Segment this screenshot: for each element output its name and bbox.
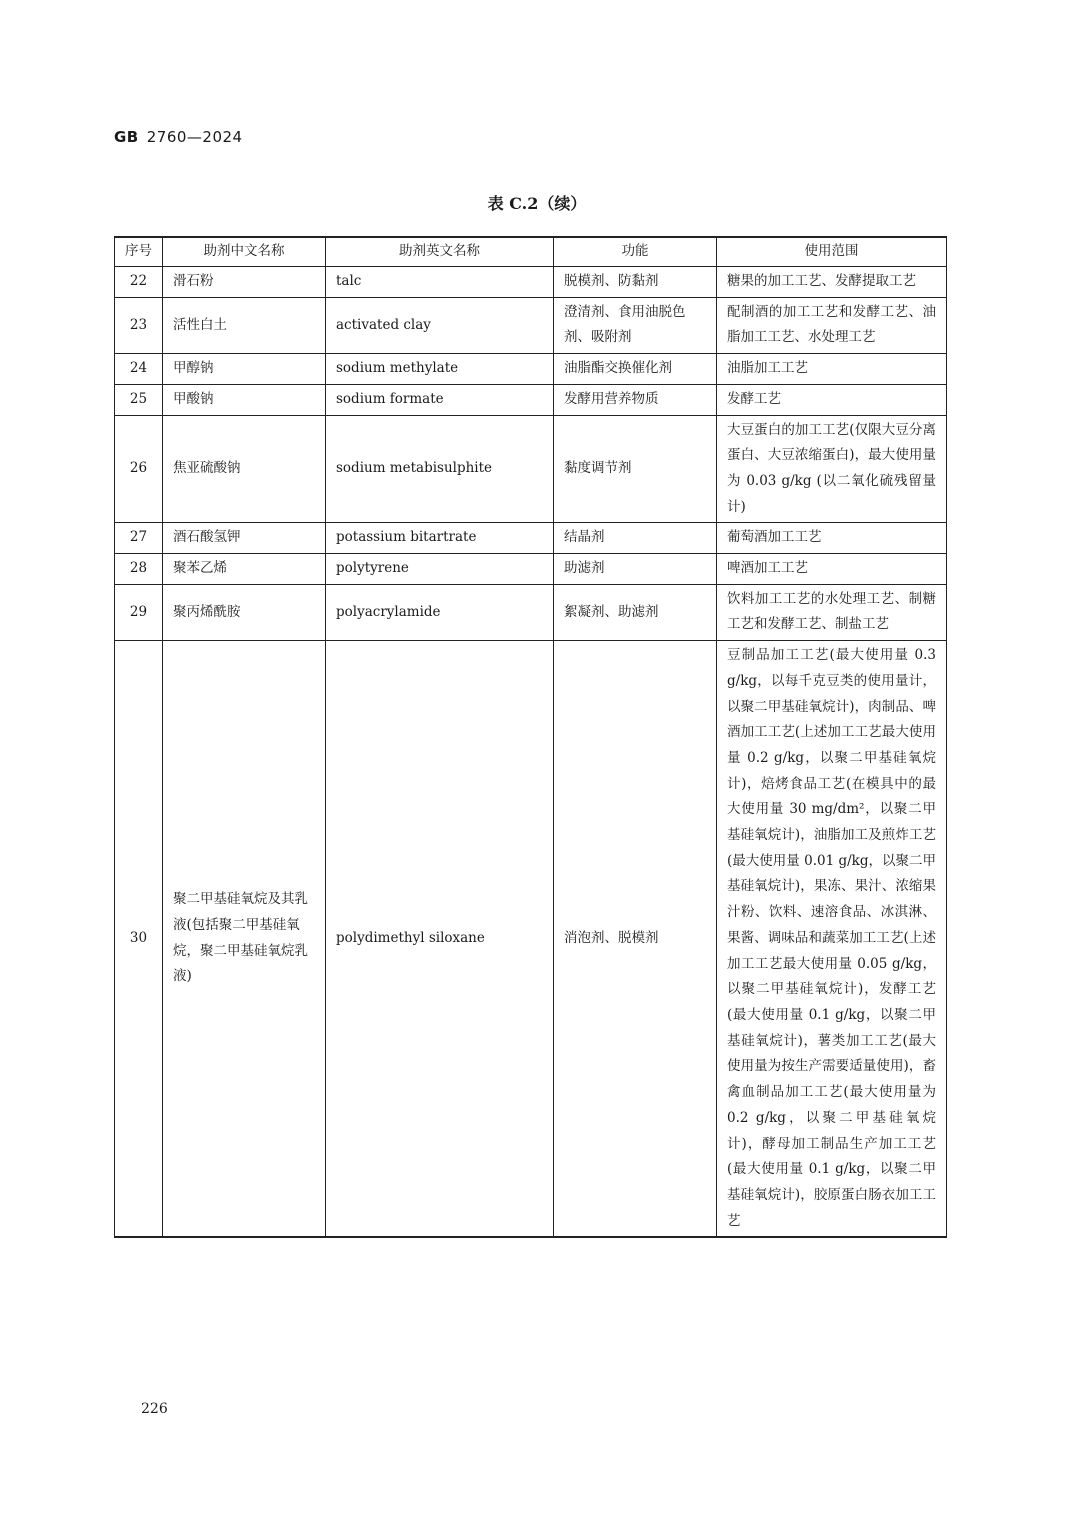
cell-index: 25 <box>115 384 163 415</box>
cell-chinese-name: 焦亚硫酸钠 <box>163 415 326 523</box>
cell-function: 消泡剂、脱模剂 <box>554 641 717 1238</box>
cell-chinese-name: 酒石酸氢钾 <box>163 523 326 554</box>
table-header-row <box>115 237 947 267</box>
cell-chinese-name: 甲醇钠 <box>163 354 326 385</box>
cell-scope: 大豆蛋白的加工工艺(仅限大豆分离蛋白、大豆浓缩蛋白)，最大使用量为 0.03 g/kg (以二氧化硫残留量计) <box>717 415 947 523</box>
cell-index: 29 <box>115 584 163 640</box>
standard-number: 2760—2024 <box>146 128 243 146</box>
cell-chinese-name: 活性白土 <box>163 297 326 353</box>
cell-function: 油脂酯交换催化剂 <box>554 354 717 385</box>
cell-english-name: polydimethyl siloxane <box>326 641 554 1238</box>
cell-english-name: talc <box>326 267 554 298</box>
cell-function: 澄清剂、食用油脱色剂、吸附剂 <box>554 297 717 353</box>
cell-scope: 饮料加工工艺的水处理工艺、制糖工艺和发酵工艺、制盐工艺 <box>717 584 947 640</box>
cell-chinese-name: 聚丙烯酰胺 <box>163 584 326 640</box>
cell-scope: 糖果的加工工艺、发酵提取工艺 <box>717 267 947 298</box>
table-row <box>115 554 947 585</box>
cell-scope: 油脂加工工艺 <box>717 354 947 385</box>
table-row <box>115 584 947 640</box>
cell-english-name: polytyrene <box>326 554 554 585</box>
column-header-function: 功能 <box>554 237 717 267</box>
cell-scope: 发酵工艺 <box>717 384 947 415</box>
cell-function: 结晶剂 <box>554 523 717 554</box>
table-row <box>115 354 947 385</box>
cell-english-name: sodium formate <box>326 384 554 415</box>
page-number: 226 <box>141 1401 168 1417</box>
cell-scope: 配制酒的加工工艺和发酵工艺、油脂加工工艺、水处理工艺 <box>717 297 947 353</box>
cell-english-name: potassium bitartrate <box>326 523 554 554</box>
table-row <box>115 415 947 523</box>
cell-chinese-name: 滑石粉 <box>163 267 326 298</box>
cell-index: 23 <box>115 297 163 353</box>
cell-index: 30 <box>115 641 163 1238</box>
table-row <box>115 523 947 554</box>
cell-scope: 葡萄酒加工工艺 <box>717 523 947 554</box>
cell-scope: 啤酒加工工艺 <box>717 554 947 585</box>
cell-index: 28 <box>115 554 163 585</box>
cell-function: 助滤剂 <box>554 554 717 585</box>
table-row <box>115 641 947 1238</box>
cell-english-name: sodium methylate <box>326 354 554 385</box>
cell-chinese-name: 聚二甲基硅氧烷及其乳液(包括聚二甲基硅氧烷，聚二甲基硅氧烷乳液) <box>163 641 326 1238</box>
cell-index: 26 <box>115 415 163 523</box>
cell-chinese-name: 聚苯乙烯 <box>163 554 326 585</box>
cell-english-name: activated clay <box>326 297 554 353</box>
cell-function: 絮凝剂、助滤剂 <box>554 584 717 640</box>
cell-function: 黏度调节剂 <box>554 415 717 523</box>
table-row <box>115 267 947 298</box>
standard-prefix: GB <box>114 128 139 146</box>
column-header-index: 序号 <box>115 237 163 267</box>
additive-table <box>114 236 947 1238</box>
cell-english-name: polyacrylamide <box>326 584 554 640</box>
cell-scope: 豆制品加工工艺(最大使用量 0.3 g/kg，以每千克豆类的使用量计，以聚二甲基硅氧烷计)，肉制品、啤酒加工工艺(上述加工工艺最大使用量 0.2 g/kg，以聚二甲基硅氧烷计)，焙烤食品工艺(在模具中的最大使用量 30 mg/dm²，以聚二甲基硅氧烷计)，油脂加工及煎炸工艺(最大使用量 0.01 g/kg，以聚二甲基硅氧烷计)，果冻、果汁、浓缩果汁粉、饮料、速溶食品、冰淇淋、果酱、调味品和蔬菜加工工艺(上述加工工艺最大使用量 0.05 g/kg，以聚二甲基硅氧烷计)，发酵工艺(最大使用量 0.1 g/kg，以聚二甲基硅氧烷计)，薯类加工工艺(最大使用量为按生产需要适量使用)，畜禽血制品加工工艺(最大使用量为 0.2 g/kg，以聚二甲基硅氧烷计)，酵母加工制品生产加工工艺(最大使用量 0.1 g/kg，以聚二甲基硅氧烷计)，胶原蛋白肠衣加工工艺 <box>717 641 947 1238</box>
table-row <box>115 297 947 353</box>
column-header-english-name: 助剂英文名称 <box>326 237 554 267</box>
cell-index: 24 <box>115 354 163 385</box>
table-title: 表 C.2（续） <box>487 194 587 213</box>
cell-english-name: sodium metabisulphite <box>326 415 554 523</box>
cell-index: 27 <box>115 523 163 554</box>
column-header-chinese-name: 助剂中文名称 <box>163 237 326 267</box>
cell-function: 脱模剂、防黏剂 <box>554 267 717 298</box>
cell-function: 发酵用营养物质 <box>554 384 717 415</box>
column-header-scope: 使用范围 <box>717 237 947 267</box>
cell-index: 22 <box>115 267 163 298</box>
cell-chinese-name: 甲酸钠 <box>163 384 326 415</box>
standard-code <box>114 128 243 146</box>
table-row <box>115 384 947 415</box>
